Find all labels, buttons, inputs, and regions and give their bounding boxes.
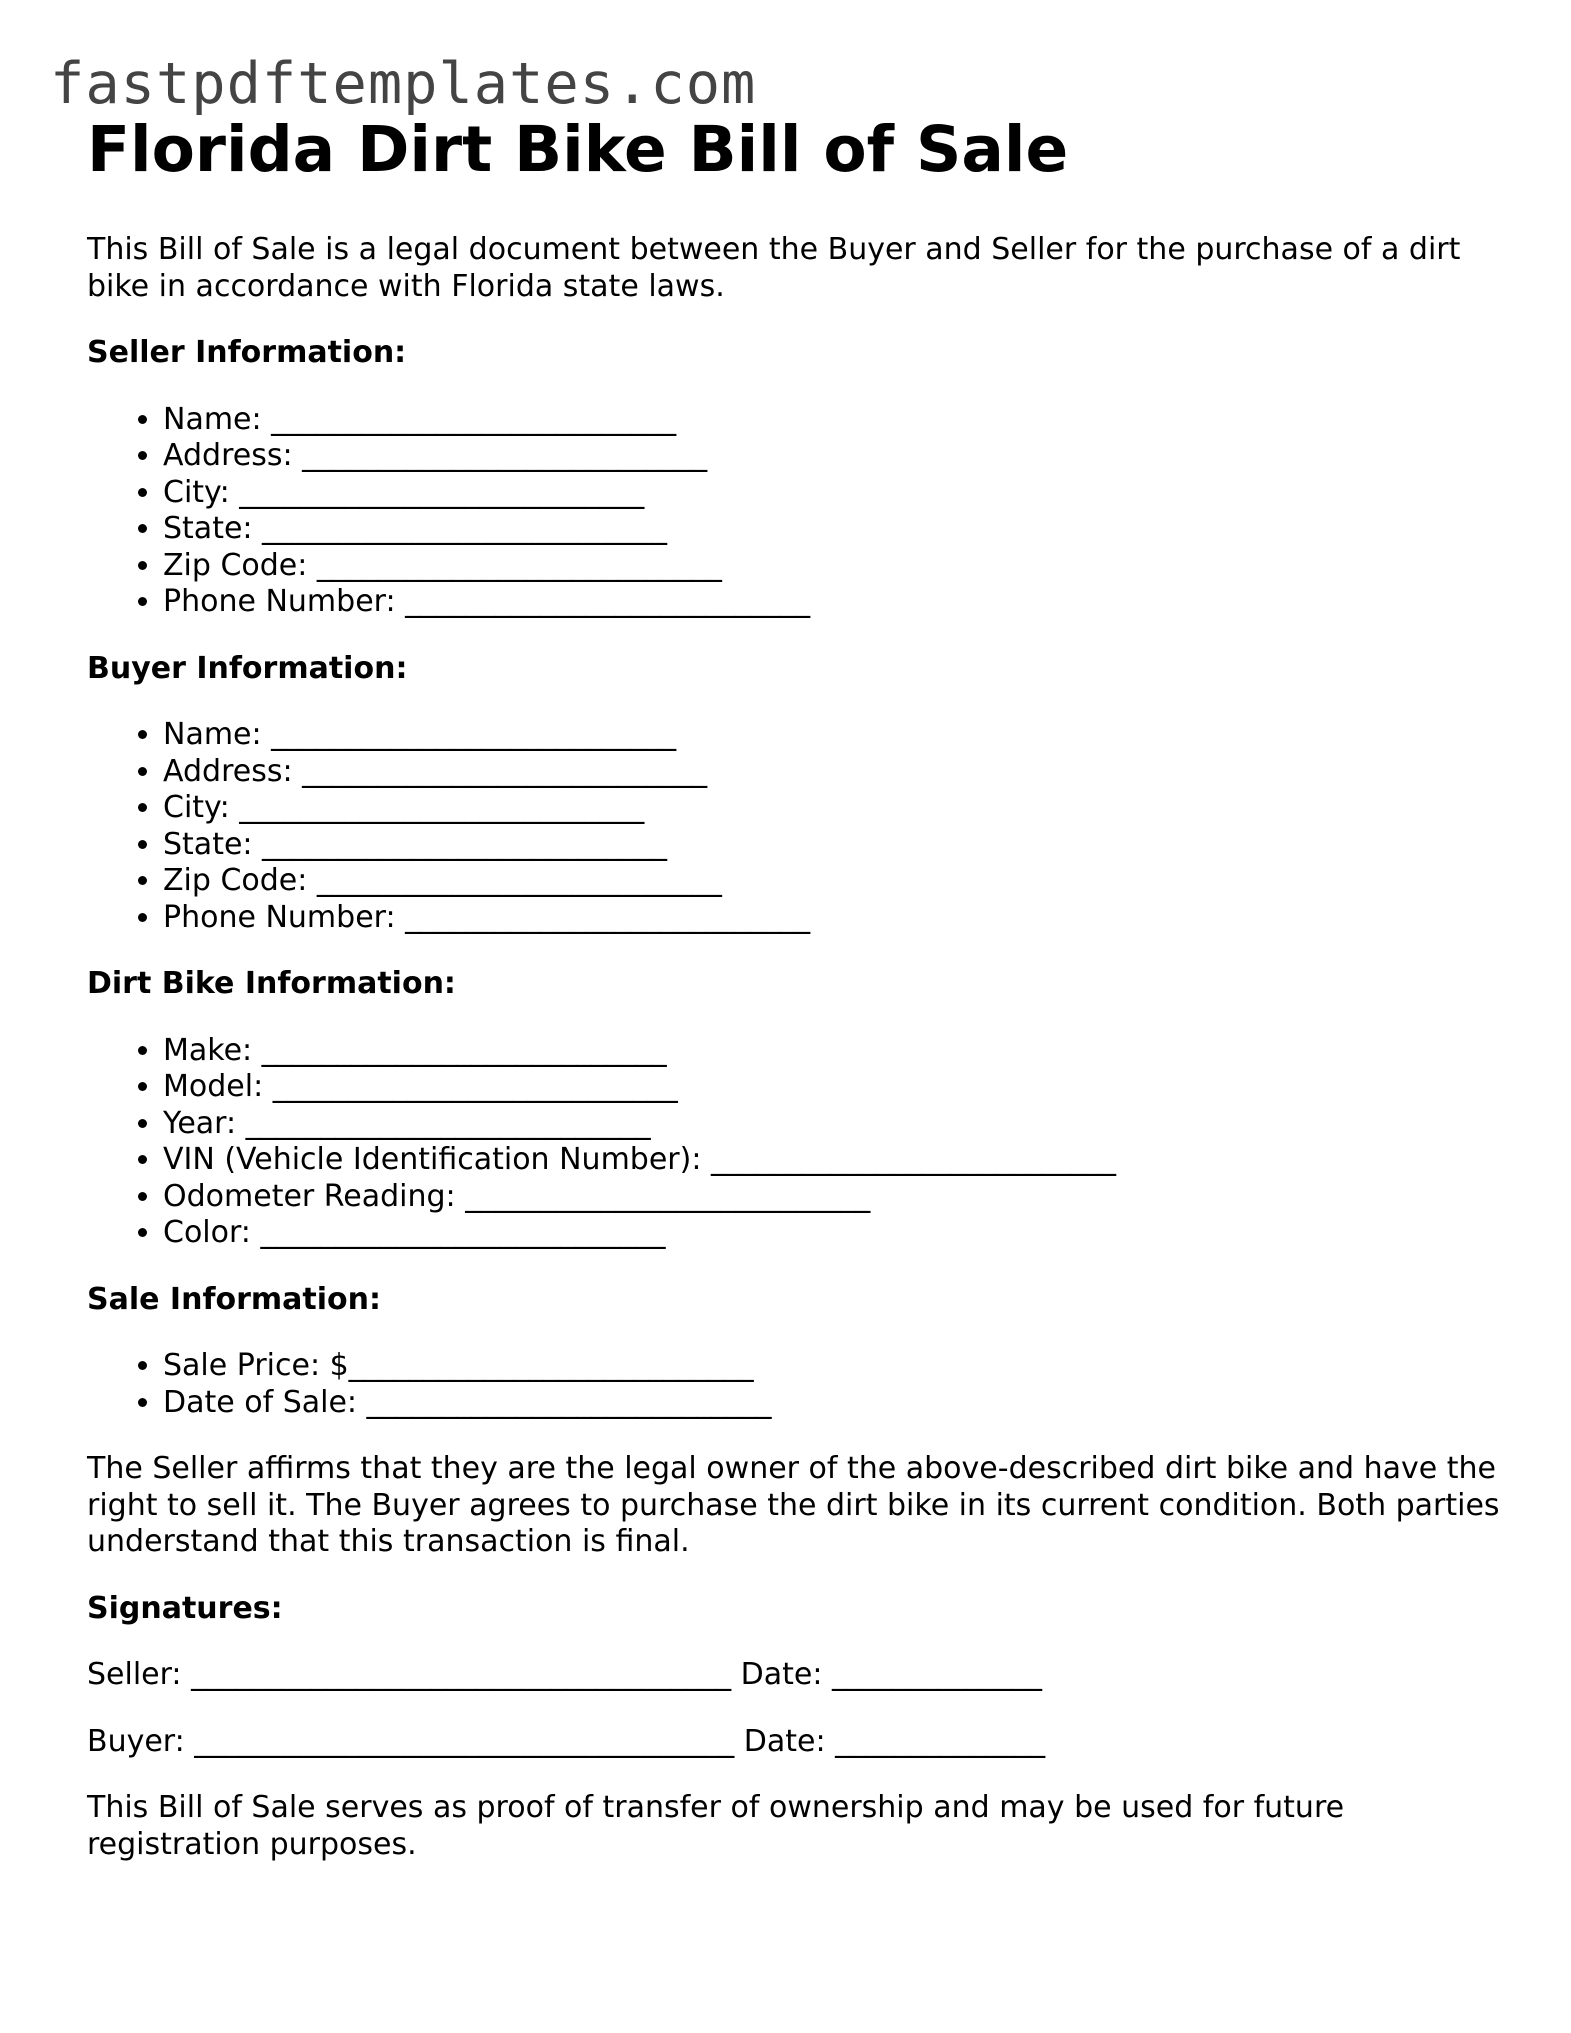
- buyer-address-field: • Address: ___________________________: [163, 754, 1507, 791]
- seller-field-list: [87, 402, 1507, 621]
- buyer-phone-field: • Phone Number: ___________________________: [163, 900, 1507, 937]
- seller-heading: Seller Information:: [87, 335, 407, 370]
- bike-heading: Dirt Bike Information:: [87, 966, 456, 1001]
- seller-phone-field: • Phone Number: ___________________________: [163, 584, 1507, 621]
- sale-heading: Sale Information:: [87, 1281, 381, 1317]
- affirmation-paragraph: The Seller affirms that they are the legal owner of the above-described dirt bike and have the right to sell it. The Buyer agrees to purchase the dirt bike in its current condition. Both parties understand that this transaction is final.: [87, 1451, 1500, 1559]
- buyer-name-field: • Name: ___________________________: [163, 717, 1507, 754]
- bike-color-field: • Color: ___________________________: [163, 1215, 1507, 1252]
- sale-price-field: • Sale Price: $___________________________: [163, 1348, 1507, 1385]
- buyer-state-field: • State: ___________________________: [163, 827, 1507, 864]
- bike-vin-field: • VIN (Vehicle Identification Number): ___________________________: [163, 1142, 1507, 1179]
- document-body: [87, 104, 1507, 1863]
- sale-date-field: • Date of Sale: ___________________________: [163, 1385, 1507, 1422]
- signatures-heading: Signatures:: [87, 1590, 283, 1626]
- intro-paragraph: This Bill of Sale is a legal document between the Buyer and Seller for the purchase of a dirt bike in accordance with Florida state laws.: [87, 232, 1461, 304]
- seller-address-field: • Address: ___________________________: [163, 438, 1507, 475]
- seller-signature-line: Seller: ____________________________________ Date: ______________: [87, 1657, 1042, 1692]
- watermark: fastpdftemplates.com: [50, 51, 757, 117]
- sale-field-list: [87, 1348, 1507, 1421]
- bike-year-field: • Year: ___________________________: [163, 1106, 1507, 1143]
- bike-field-list: [87, 1033, 1507, 1252]
- seller-zip-field: • Zip Code: ___________________________: [163, 548, 1507, 585]
- seller-state-field: • State: ___________________________: [163, 511, 1507, 548]
- bike-odometer-field: • Odometer Reading: ___________________________: [163, 1179, 1507, 1216]
- buyer-heading: Buyer Information:: [87, 650, 408, 686]
- buyer-zip-field: • Zip Code: ___________________________: [163, 863, 1507, 900]
- bike-model-field: • Model: ___________________________: [163, 1069, 1507, 1106]
- bike-make-field: • Make: ___________________________: [163, 1033, 1507, 1070]
- buyer-city-field: • City: ___________________________: [163, 790, 1507, 827]
- seller-name-field: • Name: ___________________________: [163, 402, 1507, 439]
- final-note-paragraph: This Bill of Sale serves as proof of transfer of ownership and may be used for future registration purposes.: [87, 1790, 1345, 1862]
- buyer-signature-line: Buyer: ____________________________________ Date: ______________: [87, 1723, 1046, 1759]
- buyer-field-list: [87, 717, 1507, 936]
- document-title: Florida Dirt Bike Bill of Sale: [87, 113, 1069, 186]
- seller-city-field: • City: ___________________________: [163, 475, 1507, 512]
